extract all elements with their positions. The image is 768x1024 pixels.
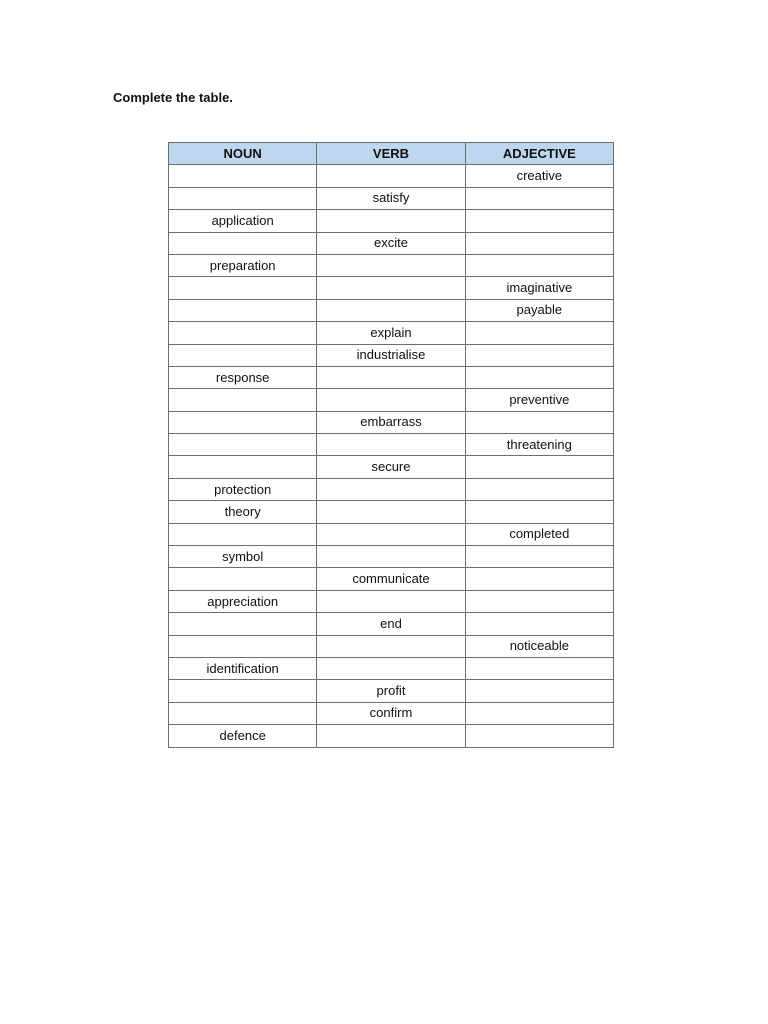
table-row — [169, 501, 614, 523]
table-row — [169, 546, 614, 568]
instruction-heading: Complete the table. — [113, 90, 233, 105]
table-row — [169, 366, 614, 388]
noun-cell: theory — [169, 501, 317, 523]
verb-cell[interactable] — [317, 366, 465, 388]
table-header-row — [169, 143, 614, 165]
adjective-cell: completed — [465, 523, 613, 545]
table-row — [169, 344, 614, 366]
table-row — [169, 456, 614, 478]
table-row — [169, 478, 614, 500]
verb-cell[interactable] — [317, 478, 465, 500]
verb-cell: embarrass — [317, 411, 465, 433]
adjective-cell: noticeable — [465, 635, 613, 657]
noun-cell[interactable] — [169, 299, 317, 321]
adjective-cell[interactable] — [465, 613, 613, 635]
noun-cell: application — [169, 210, 317, 232]
noun-cell[interactable] — [169, 523, 317, 545]
verb-cell[interactable] — [317, 210, 465, 232]
adjective-cell[interactable] — [465, 210, 613, 232]
verb-cell[interactable] — [317, 657, 465, 679]
adjective-cell[interactable] — [465, 702, 613, 724]
noun-cell[interactable] — [169, 165, 317, 187]
column-header-verb: VERB — [317, 143, 465, 165]
verb-cell[interactable] — [317, 501, 465, 523]
verb-cell[interactable] — [317, 299, 465, 321]
table-row — [169, 680, 614, 702]
adjective-cell[interactable] — [465, 657, 613, 679]
adjective-cell: creative — [465, 165, 613, 187]
table-row — [169, 277, 614, 299]
noun-cell[interactable] — [169, 277, 317, 299]
verb-cell: satisfy — [317, 187, 465, 209]
verb-cell[interactable] — [317, 725, 465, 747]
verb-cell[interactable] — [317, 546, 465, 568]
table-row — [169, 434, 614, 456]
adjective-cell[interactable] — [465, 411, 613, 433]
noun-cell: defence — [169, 725, 317, 747]
adjective-cell[interactable] — [465, 546, 613, 568]
noun-cell: preparation — [169, 254, 317, 276]
noun-cell: symbol — [169, 546, 317, 568]
table-row — [169, 232, 614, 254]
noun-cell[interactable] — [169, 232, 317, 254]
table-row — [169, 702, 614, 724]
noun-cell: identification — [169, 657, 317, 679]
adjective-cell[interactable] — [465, 456, 613, 478]
adjective-cell[interactable] — [465, 590, 613, 612]
adjective-cell: threatening — [465, 434, 613, 456]
noun-cell: appreciation — [169, 590, 317, 612]
verb-cell[interactable] — [317, 277, 465, 299]
table-row — [169, 299, 614, 321]
table-row — [169, 590, 614, 612]
adjective-cell: payable — [465, 299, 613, 321]
noun-cell[interactable] — [169, 613, 317, 635]
adjective-cell[interactable] — [465, 478, 613, 500]
noun-cell[interactable] — [169, 702, 317, 724]
adjective-cell[interactable] — [465, 725, 613, 747]
verb-cell[interactable] — [317, 165, 465, 187]
table-row — [169, 187, 614, 209]
table-row — [169, 725, 614, 747]
verb-cell[interactable] — [317, 523, 465, 545]
adjective-cell[interactable] — [465, 366, 613, 388]
table-row — [169, 210, 614, 232]
adjective-cell[interactable] — [465, 187, 613, 209]
verb-cell: profit — [317, 680, 465, 702]
table-row — [169, 411, 614, 433]
noun-cell[interactable] — [169, 344, 317, 366]
verb-cell: explain — [317, 322, 465, 344]
noun-cell: response — [169, 366, 317, 388]
noun-cell[interactable] — [169, 434, 317, 456]
table-row — [169, 613, 614, 635]
table-row — [169, 254, 614, 276]
table-row — [169, 165, 614, 187]
noun-cell[interactable] — [169, 389, 317, 411]
adjective-cell[interactable] — [465, 232, 613, 254]
noun-cell[interactable] — [169, 411, 317, 433]
table-body — [169, 165, 614, 747]
table-row — [169, 635, 614, 657]
table-row — [169, 322, 614, 344]
verb-cell: communicate — [317, 568, 465, 590]
noun-cell[interactable] — [169, 635, 317, 657]
adjective-cell[interactable] — [465, 322, 613, 344]
table-row — [169, 523, 614, 545]
verb-cell[interactable] — [317, 434, 465, 456]
adjective-cell: preventive — [465, 389, 613, 411]
noun-cell: protection — [169, 478, 317, 500]
adjective-cell[interactable] — [465, 344, 613, 366]
noun-cell[interactable] — [169, 680, 317, 702]
verb-cell: end — [317, 613, 465, 635]
noun-cell[interactable] — [169, 322, 317, 344]
table-row — [169, 389, 614, 411]
verb-cell[interactable] — [317, 389, 465, 411]
noun-cell[interactable] — [169, 456, 317, 478]
verb-cell[interactable] — [317, 635, 465, 657]
column-header-adjective: ADJECTIVE — [465, 143, 613, 165]
adjective-cell[interactable] — [465, 680, 613, 702]
column-header-noun: NOUN — [169, 143, 317, 165]
noun-cell[interactable] — [169, 568, 317, 590]
word-forms-table — [168, 142, 614, 748]
adjective-cell: imaginative — [465, 277, 613, 299]
verb-cell: secure — [317, 456, 465, 478]
noun-cell[interactable] — [169, 187, 317, 209]
adjective-cell[interactable] — [465, 254, 613, 276]
adjective-cell[interactable] — [465, 568, 613, 590]
verb-cell[interactable] — [317, 254, 465, 276]
verb-cell: industrialise — [317, 344, 465, 366]
table-row — [169, 568, 614, 590]
verb-cell[interactable] — [317, 590, 465, 612]
verb-cell: confirm — [317, 702, 465, 724]
adjective-cell[interactable] — [465, 501, 613, 523]
table-row — [169, 657, 614, 679]
verb-cell: excite — [317, 232, 465, 254]
